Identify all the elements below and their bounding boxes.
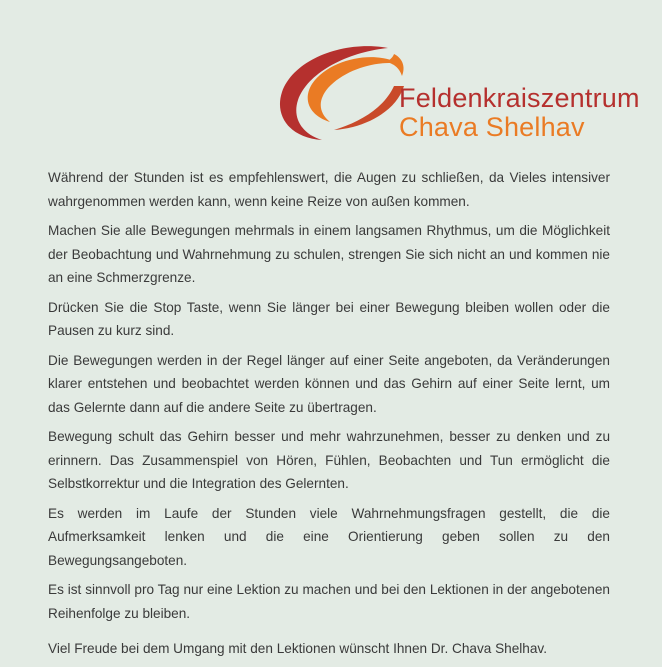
logo-name-line2: Chava Shelhav xyxy=(399,112,585,142)
paragraph: Während der Stunden ist es empfehlenswert, die Augen zu schließen, da Vieles intensiver wahrgenommen werden kann, wenn keine Reize von außen kommen. xyxy=(48,170,610,209)
paragraph: Drücken Sie die Stop Taste, wenn Sie länger bei einer Bewegung bleiben wollen oder die Pausen zu kurz sind. xyxy=(48,299,610,338)
instructions-text xyxy=(48,166,610,667)
paragraph: Es werden im Laufe der Stunden viele Wahrnehmungsfragen gestellt, die die Aufmerksamkeit lenken und die eine Orientierung geben sollen zu den Bewegungsangeboten. xyxy=(48,505,610,568)
swirl-ring-icon xyxy=(276,42,408,152)
logo xyxy=(276,42,640,152)
paragraph: Bewegung schult das Gehirn besser und mehr wahrzunehmen, besser zu denken und zu erinnern. Das Zusammenspiel von Hören, Fühlen, Beobachten und Tun ermöglicht die Selbstkorrektur und die Integration des Gelernten. xyxy=(48,429,610,491)
logo-name-line1: Feldenkraiszentrum xyxy=(399,83,640,113)
paragraph: Machen Sie alle Bewegungen mehrmals in einem langsamen Rhythmus, um die Möglichkeit der Beobachtung und Wahrnehmung zu schulen, strengen Sie sich nicht an und kommen nie an eine Schmerzgrenze. xyxy=(48,223,610,285)
paragraph: Die Bewegungen werden in der Regel länger auf einer Seite angeboten, da Veränderungen klarer entstehen und beobachtet werden können und das Gehirn auf einer Seite lernt, um das Gelernte dann auf die andere Seite zu übertragen. xyxy=(48,352,610,415)
paragraph: Es ist sinnvoll pro Tag nur eine Lektion zu machen und bei den Lektionen in der angebotenen Reihenfolge zu bleiben. xyxy=(48,582,610,621)
logo-text xyxy=(399,85,640,141)
closing-line: Viel Freude bei dem Umgang mit den Lektionen wünscht Ihnen Dr. Chava Shelhav. xyxy=(48,641,547,656)
